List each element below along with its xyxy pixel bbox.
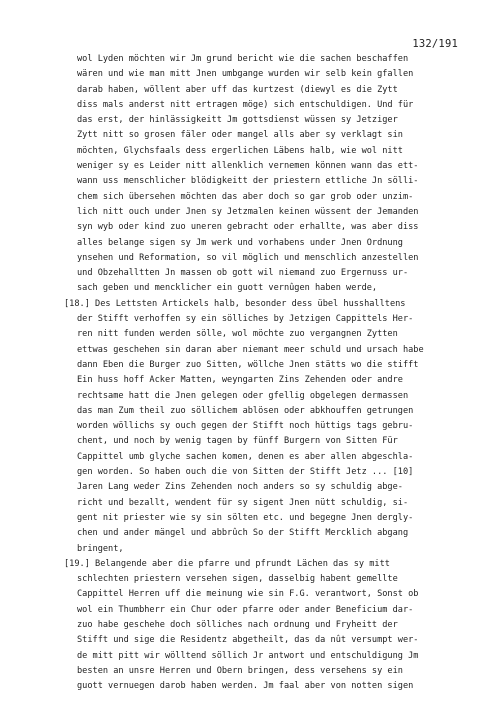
text-line: und Obzehalltten Jn massen ob gott wil niemand zuo Ergernuss ur-	[77, 268, 409, 279]
text-line: chem sich übersehen möchten das aber doch so gar grob oder unzim-	[77, 191, 414, 202]
text-line: wären und wie man mitt Jnen umbgange wurden wir selb kein gfallen	[77, 69, 414, 80]
text-line: Cappittel Herren uff die meinung wie sin F.G. verantwort, Sonst ob	[77, 589, 419, 600]
text-line: besten an unsre Herren und Obern bringen, dess versehens sy ein	[77, 665, 403, 676]
text-line: diss mals anderst nitt ertragen möge) sich entschuldigen. Und für	[77, 99, 414, 110]
text-line: ren nitt funden werden sölle, wol möchte zuo vergangnen Zytten	[77, 329, 398, 340]
text-line: sach geben und mencklicher ein guott vernûgen haben werde,	[77, 283, 378, 294]
text-line: guott vernuegen darob haben werden. Jm faal aber von notten sigen	[77, 681, 414, 692]
text-line: Ein huss hoff Acker Matten, weyngarten Zins Zehenden oder andre	[77, 375, 403, 386]
text-line: wol ein Thumbherr ein Chur oder pfarre oder ander Beneficium dar-	[77, 604, 414, 615]
text-line: richt und bezallt, wendent für sy sigent Jnen nütt schuldig, si-	[77, 497, 409, 508]
text-line: chent, und noch by wenig tagen by fünff Burgern von Sitten Für	[77, 436, 398, 447]
text-line: [19.] Belangende aber die pfarre und pfrundt Lächen das sy mitt	[64, 558, 390, 569]
text-line: alles belange sigen sy Jm werk und vorhabens under Jnen Ordnung	[77, 237, 403, 248]
text-line: ynsehen und Reformation, so vil möglich und menschlich anzestellen	[77, 252, 419, 263]
text-line: schlechten priestern versehen sigen, dasselbig habent gemellte	[77, 574, 398, 585]
text-line: Cappittel umb glyche sachen komen, denen es aber allen abgeschla-	[77, 451, 414, 462]
text-line: chen und ander mängel und abbrûch So der Stifft Mercklich abgang	[77, 528, 409, 539]
text-line: dann Eben die Burger zuo Sitten, wöllche Jnen stätts wo die stifft	[77, 359, 419, 370]
text-line: Stifft und sige die Residentz abgetheilt, das da nût versumpt wer-	[77, 635, 419, 646]
text-line: wann uss menschlicher blödigkeitt der priestern ettliche Jn sölli-	[77, 176, 419, 187]
text-line: de mitt pitt wir wölltend söllich Jr antwort und entschuldigung Jm	[77, 650, 419, 661]
text-line: zuo habe geschehe doch sölliches nach ordnung und Fryheitt der	[77, 619, 398, 630]
text-line: ettwas geschehen sin daran aber niemant meer schuld und ursach habe	[77, 344, 424, 355]
text-line: das erst, der hinlässigkeitt Jm gottsdienst wüssen sy Jetziger	[77, 115, 398, 126]
text-line: gent nit priester wie sy sin sölten etc. und begegne Jnen dergly-	[77, 512, 414, 523]
text-line: Zytt nitt so grosen fäler oder mangel alls aber sy verklagt sin	[77, 130, 403, 141]
text-line: bringent,	[77, 543, 124, 554]
text-line: das man Zum theil zuo söllichem ablösen oder abkhouffen getrungen	[77, 405, 414, 416]
text-line: darab haben, wöllent aber uff das kurtzest (diewyl es die Zytt	[77, 84, 398, 95]
text-line: wol Lyden möchten wir Jm grund bericht wie die sachen beschaffen	[77, 54, 409, 64]
text-line: [18.] Des Lettsten Artickels halb, besonder dess übel husshalltens	[64, 298, 406, 309]
text-line: Jaren Lang weder Zins Zehenden noch anders so sy schuldig abge-	[77, 482, 403, 493]
text-line: syn wyb oder kind zuo uneren gebracht oder erhallte, was aber diss	[77, 222, 419, 233]
text-line: der Stifft verhoffen sy ein sölliches by Jetzigen Cappittels Her-	[77, 314, 414, 325]
document-body	[64, 52, 477, 694]
text-line: lich nitt ouch under Jnen sy Jetzmalen keinen wüssent der Jemanden	[77, 206, 419, 217]
text-line: rechtsame hatt die Jnen gelegen oder gfellig obgelegen dermassen	[77, 390, 409, 401]
page-number: 132/191	[412, 38, 458, 50]
text-line: gen worden. So haben ouch die von Sitten der Stifft Jetz ... [10]	[77, 467, 414, 478]
text-line: weniger sy es Leider nitt allenklich vernemen können wann das ett-	[77, 161, 419, 172]
text-line: möchten, Glychsfaals dess ergerlichen Läbens halb, wie wol nitt	[77, 145, 403, 156]
text-line: worden wöllichs sy ouch gegen der Stifft noch hüttigs tags gebru-	[77, 421, 414, 432]
